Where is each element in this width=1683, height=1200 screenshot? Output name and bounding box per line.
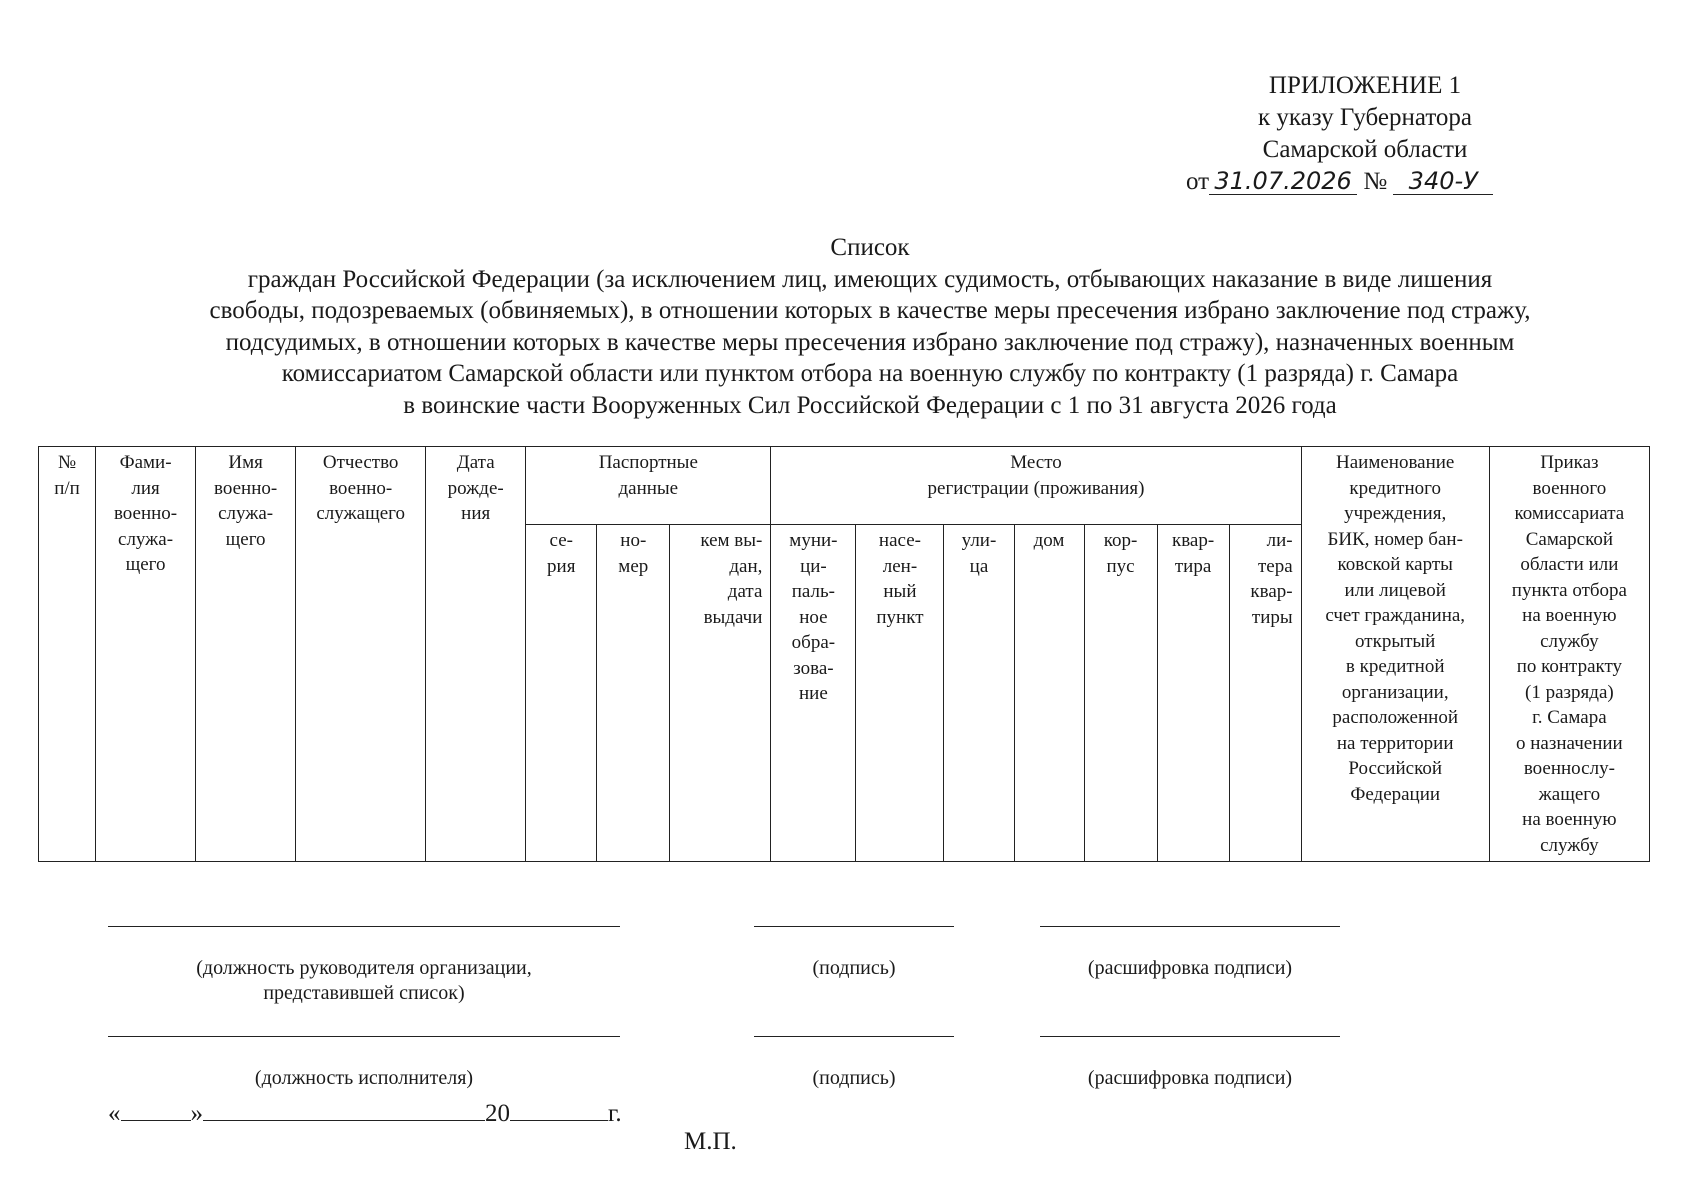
open-quote: « [108, 1100, 121, 1127]
appendix-decree: к указу Губернатора [1257, 104, 1473, 131]
decoding-caption-2: (расшифровка подписи) [1087, 1067, 1293, 1089]
year-blank[interactable] [510, 1096, 608, 1121]
col-header-house: дом [1014, 525, 1084, 862]
signature-caption-2: (подпись) [812, 1067, 896, 1089]
col-header-building: кор- пус [1084, 525, 1157, 862]
close-quote: » [190, 1100, 203, 1127]
head-position-line [108, 926, 620, 1031]
col-header-birthdate: Дата рожде- ния [426, 447, 526, 862]
document-title [60, 232, 1680, 421]
number-label: № [1363, 168, 1388, 195]
decoding-line-2 [1040, 1036, 1340, 1116]
col-header-bank: Наименование кредитного учреждения, БИК, номер бан- ковской карты или лицевой счет гражданина, открытый в кредитной организации, расположенной на территории Российской Федерации [1301, 447, 1489, 862]
col-header-patronymic: Отчество военно- служащего [296, 447, 426, 862]
col-header-surname: Фами- лия военно- служа- щего [96, 447, 196, 862]
day-blank[interactable] [121, 1096, 191, 1121]
title-line-3: подсудимых, в отношении которых в качестве меры пресечения избрано заключение под стражу), назначенных военным [225, 328, 1515, 356]
signature-caption-1: (подпись) [812, 957, 896, 979]
col-header-issued: кем вы- дан, дата выдачи [670, 525, 771, 862]
col-header-passport-number: но- мер [597, 525, 670, 862]
col-header-apartment-letter: ли- тера квар- тиры [1229, 525, 1301, 862]
title-heading: Список [830, 234, 910, 261]
year-suffix: г. [608, 1100, 622, 1127]
title-line-5: в воинские части Вооруженных Сил Российской Федерации с 1 по 31 августа 2026 года [403, 391, 1337, 419]
col-header-registration: Место регистрации (проживания) [771, 447, 1301, 525]
col-header-series: се- рия [526, 525, 597, 862]
title-line-4: комиссариатом Самарской области или пунктом отбора на военную службу по контракту (1 разряда) г. Самара [281, 360, 1459, 387]
fill-date-line [108, 1096, 622, 1128]
col-header-street: ули- ца [944, 525, 1014, 862]
decoding-line-1 [1040, 926, 1340, 1006]
handwritten-number: 340-У [1393, 168, 1493, 195]
title-line-1: граждан Российской Федерации (за исключением лиц, имеющих судимость, отбывающих наказание в виде лишения [247, 265, 1493, 293]
signature-line-2 [754, 1036, 954, 1116]
citizens-table [38, 446, 1650, 862]
col-header-locality: насе- лен- ный пункт [856, 525, 944, 862]
signature-line-1 [754, 926, 954, 1006]
month-blank[interactable] [203, 1096, 485, 1121]
appendix-header [1180, 70, 1550, 198]
col-header-number: № п/п [39, 447, 96, 862]
stamp-place: М.П. [684, 1128, 737, 1155]
executor-position-caption: (должность исполнителя) [254, 1067, 474, 1089]
col-header-passport: Паспортные данные [526, 447, 771, 525]
from-label: от [1186, 168, 1210, 195]
handwritten-date: 31.07.2026 [1209, 168, 1357, 195]
appendix-date-line [1180, 166, 1550, 198]
col-header-name: Имя военно- служа- щего [196, 447, 296, 862]
decoding-caption-1: (расшифровка подписи) [1087, 957, 1293, 979]
appendix-title: ПРИЛОЖЕНИЕ 1 [1268, 72, 1462, 99]
col-header-order: Приказ военного комиссариата Самарской области или пункта отбора на военную службу по контракту (1 разряда) г. Самара о назначении военнослу- жащего на военную службу [1489, 447, 1649, 862]
col-header-municipality: муни- ци- паль- ное обра- зова- ние [771, 525, 856, 862]
appendix-region: Самарской области [1262, 136, 1468, 163]
year-prefix: 20 [485, 1100, 510, 1127]
title-line-2: свободы, подозреваемых (обвиняемых), в отношении которых в качестве меры пресечения избрано заключение под стражу, [209, 297, 1531, 324]
col-header-apartment: квар- тира [1157, 525, 1229, 862]
head-position-caption: (должность руководителя организации, представившей список) [196, 957, 532, 1004]
